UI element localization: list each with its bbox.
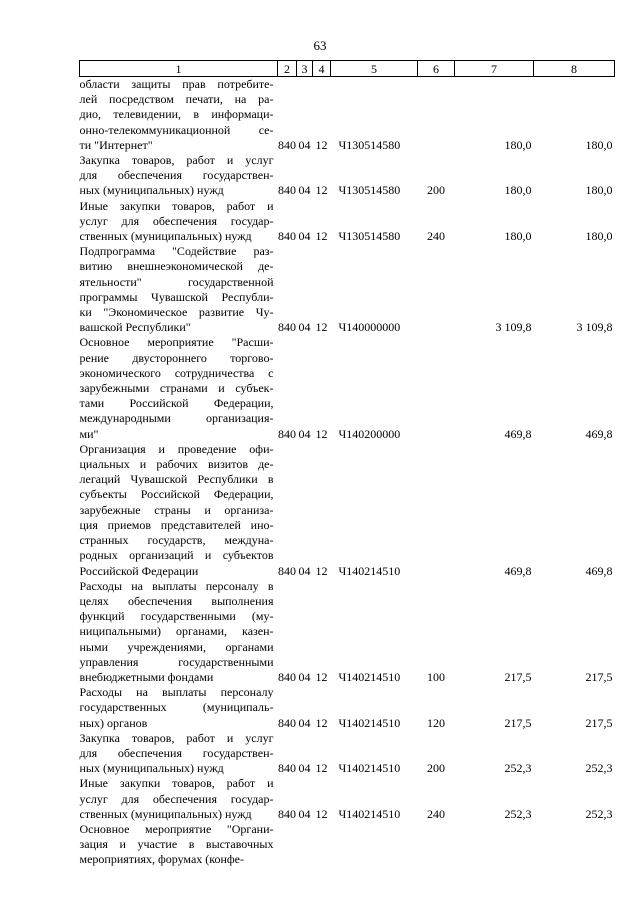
amount-year-1: 469,8 — [504, 563, 532, 578]
description-line: международными организация- — [79, 411, 274, 426]
description-line: программы Чувашской Республи- — [79, 289, 274, 304]
description-line: ных (муниципальных) нужд — [79, 183, 224, 198]
row-description — [80, 335, 278, 441]
amount-year-2 — [534, 822, 615, 868]
subsection-code — [313, 822, 331, 868]
column-header: 6 — [418, 61, 455, 77]
expense-type-code: 200 — [427, 183, 445, 198]
ministry-code — [278, 822, 297, 868]
description-line: для обеспечения государствен- — [79, 168, 274, 183]
subsection-code: 12 — [315, 563, 328, 578]
section-code: 04 — [298, 426, 311, 441]
description-line: субъекты Российской Федерации, — [79, 487, 274, 502]
section-code: 04 — [298, 563, 311, 578]
description-line: странных государств, междуна- — [79, 533, 274, 548]
section-code: 04 — [298, 761, 311, 776]
description-line: внебюджетными фондами — [79, 669, 214, 684]
target-article-code: Ч140000000 — [338, 320, 401, 335]
target-article-code — [331, 822, 418, 868]
description-line: ти "Интернет" — [79, 137, 153, 152]
subsection-code: 12 — [315, 669, 328, 684]
expense-type-code — [418, 335, 455, 441]
table-row — [80, 822, 615, 868]
amount-year-1: 469,8 — [504, 426, 532, 441]
description-line: услуг для обеспечения государ- — [79, 791, 274, 806]
ministry-code: 840 — [278, 426, 296, 441]
description-line: Иные закупки товаров, работ и — [79, 198, 274, 213]
table-row — [80, 335, 615, 441]
description-line: вашской Республики" — [79, 320, 191, 335]
target-article-code: Ч130514580 — [338, 137, 401, 152]
target-article-code: Ч140214510 — [338, 669, 401, 684]
target-article-code: Ч130514580 — [338, 229, 401, 244]
expense-type-code: 120 — [427, 715, 445, 730]
row-description — [80, 776, 278, 822]
description-line: ция приемов представителей ино- — [79, 517, 274, 532]
expense-type-code — [418, 77, 455, 154]
table-row — [80, 731, 615, 777]
section-code: 04 — [298, 183, 311, 198]
budget-table — [79, 60, 615, 868]
amount-year-1 — [455, 822, 534, 868]
table-row — [80, 153, 615, 199]
row-description — [80, 153, 278, 199]
column-header: 3 — [297, 61, 313, 77]
description-line: зарубежными странами и субъек- — [79, 381, 274, 396]
description-line: циальных и рабочих визитов де- — [79, 457, 274, 472]
description-line: зарубежные страны и организа- — [79, 502, 274, 517]
column-header: 2 — [278, 61, 297, 77]
amount-year-1: 180,0 — [504, 229, 532, 244]
description-line: услуг для обеспечения государ- — [79, 213, 274, 228]
section-code: 04 — [298, 229, 311, 244]
subsection-code: 12 — [315, 761, 328, 776]
amount-year-2: 217,5 — [585, 669, 613, 684]
amount-year-2: 469,8 — [585, 426, 613, 441]
ministry-code: 840 — [278, 669, 296, 684]
subsection-code: 12 — [315, 229, 328, 244]
amount-year-2: 180,0 — [585, 183, 613, 198]
row-description — [80, 822, 278, 868]
amount-year-2: 217,5 — [585, 715, 613, 730]
column-header: 5 — [331, 61, 418, 77]
ministry-code: 840 — [278, 761, 296, 776]
ministry-code: 840 — [278, 320, 296, 335]
expense-type-code: 240 — [427, 806, 445, 821]
ministry-code: 840 — [278, 806, 296, 821]
amount-year-2: 3 109,8 — [576, 320, 613, 335]
description-line: Иные закупки товаров, работ и — [79, 776, 274, 791]
amount-year-1: 252,3 — [504, 761, 532, 776]
description-line: ниципальными) органами, казен- — [79, 624, 274, 639]
row-description — [80, 685, 278, 731]
row-description — [80, 77, 278, 154]
subsection-code: 12 — [315, 426, 328, 441]
description-line: зация и участие в выставочных — [79, 837, 274, 852]
section-code: 04 — [298, 715, 311, 730]
subsection-code: 12 — [315, 137, 328, 152]
row-description — [80, 244, 278, 335]
subsection-code: 12 — [315, 715, 328, 730]
expense-type-code — [418, 244, 455, 335]
description-line: функций государственными (му- — [79, 609, 274, 624]
table-row — [80, 685, 615, 731]
target-article-code: Ч140214510 — [338, 563, 401, 578]
description-line: ятельности" государственной — [79, 274, 274, 289]
page-number: 63 — [313, 38, 327, 53]
expense-type-code — [418, 822, 455, 868]
amount-year-1: 3 109,8 — [495, 320, 532, 335]
amount-year-2: 469,8 — [585, 563, 613, 578]
table-row — [80, 77, 615, 154]
row-description — [80, 199, 278, 245]
description-line: Российской Федерации — [79, 563, 199, 578]
subsection-code: 12 — [315, 183, 328, 198]
description-line: Подпрограмма "Содействие раз- — [79, 244, 274, 259]
description-line: области защиты прав потребите- — [79, 77, 274, 91]
section-code: 04 — [298, 137, 311, 152]
ministry-code: 840 — [278, 715, 296, 730]
description-line: Основное мероприятие "Органи- — [79, 821, 274, 836]
description-line: витию внешнеэкономической де- — [79, 259, 274, 274]
description-line: управления государственными — [79, 654, 274, 669]
ministry-code: 840 — [278, 229, 296, 244]
section-code: 04 — [298, 320, 311, 335]
description-line: ственных (муниципальных) нужд — [79, 229, 252, 244]
amount-year-2: 252,3 — [585, 806, 613, 821]
description-line: рение двустороннего торгово- — [79, 350, 274, 365]
table-row — [80, 199, 615, 245]
table-row — [80, 579, 615, 685]
amount-year-1: 217,5 — [504, 669, 532, 684]
target-article-code: Ч140200000 — [338, 426, 401, 441]
description-line: ки "Экономическое развитие Чу- — [79, 305, 274, 320]
description-line: ми" — [79, 426, 99, 441]
description-line: Расходы на выплаты персоналу в — [79, 578, 274, 593]
subsection-code: 12 — [315, 806, 328, 821]
amount-year-1: 180,0 — [504, 183, 532, 198]
description-line: целях обеспечения выполнения — [79, 593, 274, 608]
description-line: ных) органов — [79, 715, 148, 730]
description-line: лей посредством печати, на ра- — [79, 92, 274, 107]
column-header: 7 — [455, 61, 534, 77]
table-row — [80, 776, 615, 822]
section-code: 04 — [298, 669, 311, 684]
table-row — [80, 244, 615, 335]
description-line: дио, телевидении, в информаци- — [79, 107, 274, 122]
description-line: Расходы на выплаты персоналу — [79, 685, 274, 700]
subsection-code: 12 — [315, 320, 328, 335]
amount-year-1: 180,0 — [504, 137, 532, 152]
ministry-code: 840 — [278, 183, 296, 198]
amount-year-2: 180,0 — [585, 229, 613, 244]
column-header: 8 — [534, 61, 615, 77]
description-line: родных организаций и субъектов — [79, 548, 274, 563]
description-line: ными учреждениями, органами — [79, 639, 274, 654]
section-code — [297, 822, 313, 868]
ministry-code: 840 — [278, 137, 296, 152]
expense-type-code: 200 — [427, 761, 445, 776]
amount-year-2: 180,0 — [585, 137, 613, 152]
description-line: экономического сотрудничества с — [79, 365, 274, 380]
amount-year-1: 252,3 — [504, 806, 532, 821]
target-article-code: Ч130514580 — [338, 183, 401, 198]
description-line: Основное мероприятие "Расши- — [79, 335, 274, 350]
row-description — [80, 579, 278, 685]
column-header: 4 — [313, 61, 331, 77]
description-line: Закупка товаров, работ и услуг — [79, 153, 274, 168]
target-article-code: Ч140214510 — [338, 806, 401, 821]
description-line: Организация и проведение офи- — [79, 441, 274, 456]
description-line: легаций Чувашской Республики в — [79, 472, 274, 487]
description-line: ственных (муниципальных) нужд — [79, 806, 252, 821]
column-header: 1 — [80, 61, 278, 77]
table-row — [80, 442, 615, 579]
description-line: Закупка товаров, работ и услуг — [79, 730, 274, 745]
description-line: онно-телекоммуникационной се- — [79, 122, 274, 137]
expense-type-code: 240 — [427, 229, 445, 244]
ministry-code: 840 — [278, 563, 296, 578]
target-article-code: Ч140214510 — [338, 761, 401, 776]
description-line: ных (муниципальных) нужд — [79, 761, 224, 776]
header-row — [80, 61, 615, 77]
description-line: государственных (муниципаль- — [79, 700, 274, 715]
section-code: 04 — [298, 806, 311, 821]
target-article-code: Ч140214510 — [338, 715, 401, 730]
description-line: тами Российской Федерации, — [79, 396, 274, 411]
amount-year-1: 217,5 — [504, 715, 532, 730]
description-line: для обеспечения государствен- — [79, 745, 274, 760]
row-description — [80, 731, 278, 777]
row-description — [80, 442, 278, 579]
expense-type-code: 100 — [427, 669, 445, 684]
expense-type-code — [418, 442, 455, 579]
amount-year-2: 252,3 — [585, 761, 613, 776]
description-line: мероприятиях, форумах (конфе- — [79, 852, 245, 867]
